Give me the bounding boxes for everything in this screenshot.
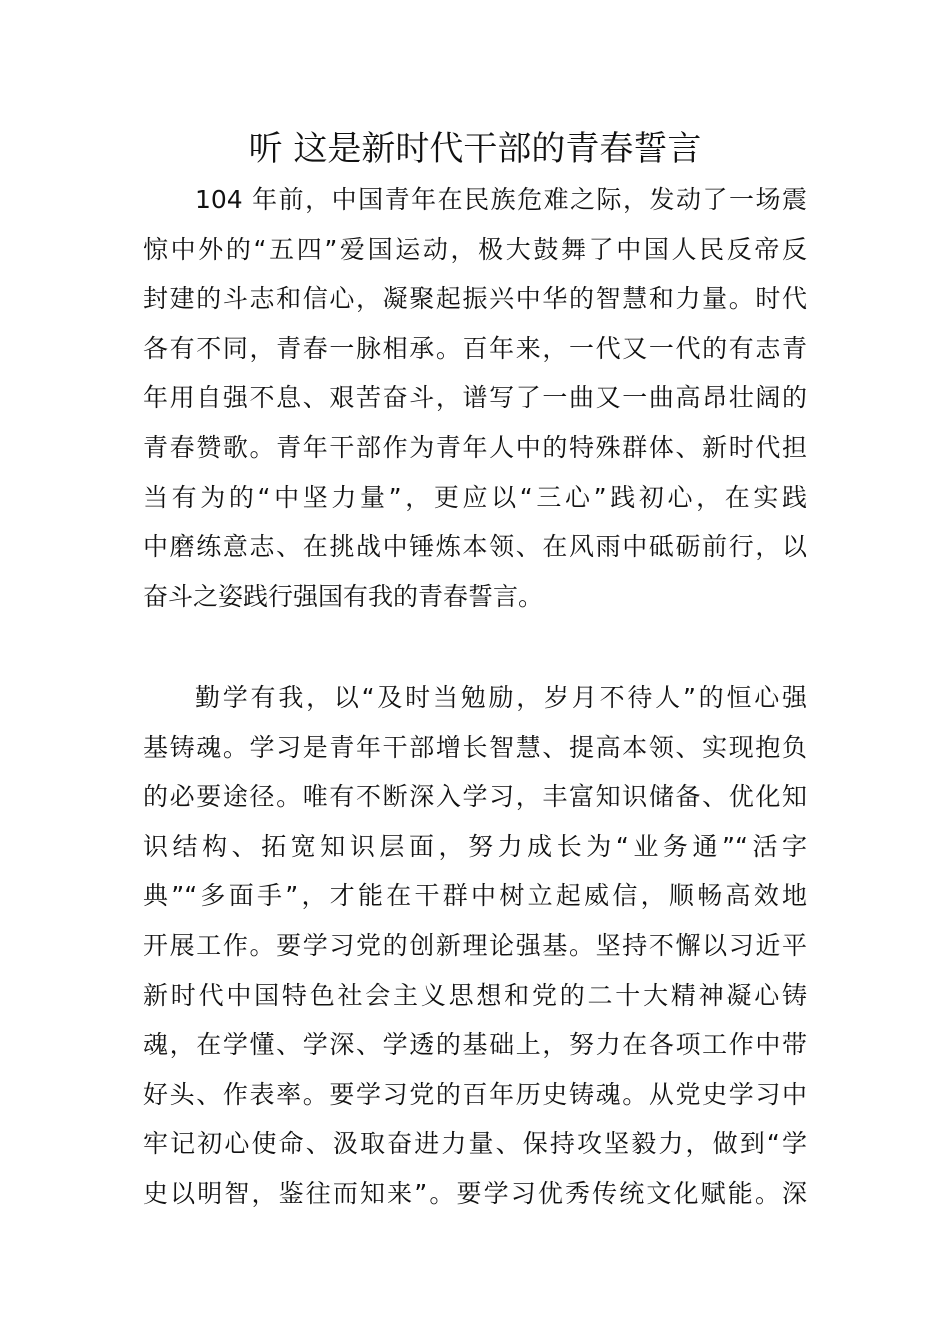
paragraph-line: 史以明智，鉴往而知来”。要学习优秀传统文化赋能。深 xyxy=(143,1178,807,1208)
paragraph-line: 青春赞歌。青年干部作为青年人中的特殊群体、新时代担 xyxy=(143,432,807,462)
paragraph-line: 当有为的“中坚力量”，更应以“三心”践初心，在实践 xyxy=(143,482,807,512)
paragraph-line: 典”“多面手”，才能在干群中树立起威信，顺畅高效地 xyxy=(143,881,807,911)
paragraph-line: 的必要途径。唯有不断深入学习，丰富知识储备、优化知 xyxy=(143,782,807,812)
document-title: 听 这是新时代干部的青春誓言 xyxy=(248,129,702,169)
paragraph-line: 封建的斗志和信心，凝聚起振兴中华的智慧和力量。时代 xyxy=(143,284,807,314)
paragraph-line: 基铸魂。学习是青年干部增长智慧、提高本领、实现抱负 xyxy=(143,732,807,762)
paragraph-line: 识结构、拓宽知识层面，努力成长为“业务通”“活字 xyxy=(143,831,807,861)
paragraph-line: 各有不同，青春一脉相承。百年来，一代又一代的有志青 xyxy=(143,333,807,363)
paragraph-line: 好头、作表率。要学习党的百年历史铸魂。从党史学习中 xyxy=(143,1079,807,1109)
paragraph-line: 新时代中国特色社会主义思想和党的二十大精神凝心铸 xyxy=(143,980,807,1010)
paragraph-intro xyxy=(143,175,807,621)
paragraph-line: 勤学有我，以“及时当勉励，岁月不待人”的恒心强 xyxy=(195,683,807,712)
paragraph-line: 年用自强不息、艰苦奋斗，谱写了一曲又一曲高昂壮阔的 xyxy=(143,383,807,413)
paragraph-line: 奋斗之姿践行强国有我的青春誓言。 xyxy=(143,581,544,611)
paragraph-line: 中磨练意志、在挑战中锤炼本领、在风雨中砥砺前行，以 xyxy=(143,532,807,562)
paragraph-line: 魂，在学懂、学深、学透的基础上，努力在各项工作中带 xyxy=(143,1030,807,1060)
paragraph-line: 牢记初心使命、汲取奋进力量、保持攻坚毅力，做到“学 xyxy=(143,1129,807,1159)
paragraph-study xyxy=(143,673,807,1219)
paragraph-line: 开展工作。要学习党的创新理论强基。坚持不懈以习近平 xyxy=(143,930,807,960)
paragraph-line: 惊中外的“五四”爱国运动，极大鼓舞了中国人民反帝反 xyxy=(143,234,807,264)
paragraph-line: 104 年前，中国青年在民族危难之际，发动了一场震 xyxy=(195,185,807,214)
